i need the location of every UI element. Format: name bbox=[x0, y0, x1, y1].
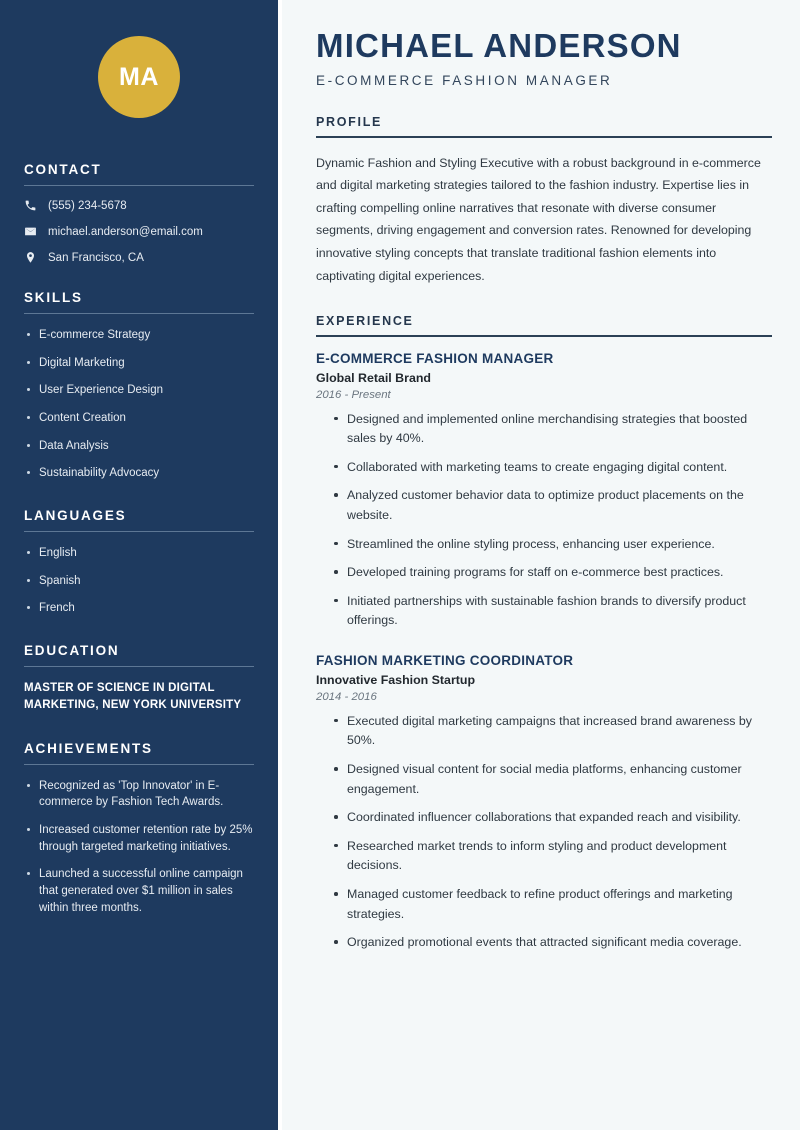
job-bullets bbox=[316, 712, 772, 953]
job-title: E-COMMERCE FASHION MANAGER bbox=[316, 350, 554, 366]
list-item: Executed digital marketing campaigns that increased brand awareness by 50%. bbox=[332, 712, 772, 751]
contact-divider bbox=[24, 185, 254, 186]
job-title: FASHION MARKETING COORDINATOR bbox=[316, 652, 574, 668]
achievements-list bbox=[24, 778, 254, 917]
list-item: Collaborated with marketing teams to create engaging digital content. bbox=[332, 458, 772, 478]
achievements-section bbox=[24, 741, 254, 917]
experience-entry bbox=[316, 351, 772, 631]
list-item: English bbox=[24, 545, 254, 562]
list-item: Initiated partnerships with sustainable fashion brands to diversify product offerings. bbox=[332, 592, 772, 631]
location-pin-icon bbox=[24, 251, 37, 264]
job-subtitle: E-COMMERCE FASHION MANAGER bbox=[316, 73, 613, 89]
avatar: MA bbox=[98, 36, 180, 118]
profile-divider bbox=[316, 136, 772, 137]
experience-heading: EXPERIENCE bbox=[316, 314, 414, 329]
experience-divider bbox=[316, 335, 772, 336]
list-item: Coordinated influencer collaborations that expanded reach and visibility. bbox=[332, 808, 772, 828]
list-item: Designed and implemented online merchandising strategies that boosted sales by 40%. bbox=[332, 410, 772, 449]
skills-heading: SKILLS bbox=[24, 290, 83, 305]
avatar-container bbox=[24, 0, 254, 162]
list-item: Launched a successful online campaign that generated over $1 million in sales within three months. bbox=[24, 866, 254, 916]
education-heading: EDUCATION bbox=[24, 643, 120, 659]
education-divider bbox=[24, 666, 254, 667]
list-item: Spanish bbox=[24, 573, 254, 590]
list-item: Analyzed customer behavior data to optimize product placements on the website. bbox=[332, 486, 772, 525]
phone-icon bbox=[24, 199, 37, 212]
list-item: Managed customer feedback to refine product offerings and marketing strategies. bbox=[332, 885, 772, 924]
list-item: Content Creation bbox=[24, 410, 254, 427]
achievements-divider bbox=[24, 764, 254, 765]
contact-phone-value: (555) 234-5678 bbox=[48, 199, 127, 212]
skills-list bbox=[24, 327, 254, 482]
list-item: Developed training programs for staff on e-commerce best practices. bbox=[332, 563, 772, 583]
list-item: User Experience Design bbox=[24, 382, 254, 399]
job-company: Global Retail Brand bbox=[316, 370, 431, 385]
job-bullets bbox=[316, 410, 772, 631]
achievements-heading: ACHIEVEMENTS bbox=[24, 740, 153, 756]
contact-heading: CONTACT bbox=[24, 162, 102, 177]
profile-section bbox=[316, 115, 772, 287]
job-dates: 2014 - 2016 bbox=[316, 690, 377, 703]
experience-entry bbox=[316, 653, 772, 953]
list-item: E-commerce Strategy bbox=[24, 327, 254, 344]
list-item: French bbox=[24, 600, 254, 617]
page-title: MICHAEL ANDERSON bbox=[316, 27, 682, 64]
experience-spacer bbox=[316, 640, 772, 653]
list-item: Sustainability Advocacy bbox=[24, 465, 254, 482]
list-item: Digital Marketing bbox=[24, 355, 254, 372]
languages-heading: LANGUAGES bbox=[24, 508, 127, 524]
list-item: Organized promotional events that attracted significant media coverage. bbox=[332, 933, 772, 953]
contact-location[interactable] bbox=[24, 251, 254, 264]
list-item: Designed visual content for social media platforms, enhancing customer engagement. bbox=[332, 760, 772, 799]
profile-text: Dynamic Fashion and Styling Executive with a robust background in e-commerce and digital marketing strategies tailored to the fashion industry. Expertise lies in crafting compelling online narratives that resonate with diverse consumer segments, driving engagement and conversion rates. Renowned for developing innovative styling concepts that translate traditional fashion elements into captivating digital experiences. bbox=[316, 155, 761, 283]
job-dates: 2016 - Present bbox=[316, 388, 391, 401]
sidebar bbox=[0, 0, 278, 1130]
list-item: Streamlined the online styling process, enhancing user experience. bbox=[332, 535, 772, 555]
contact-email-value: michael.anderson@email.com bbox=[48, 225, 203, 238]
contact-phone[interactable] bbox=[24, 199, 254, 212]
skills-divider bbox=[24, 313, 254, 314]
list-item: Data Analysis bbox=[24, 438, 254, 455]
main-content bbox=[278, 0, 800, 1130]
list-item: Increased customer retention rate by 25% through targeted marketing initiatives. bbox=[24, 822, 254, 855]
experience-section bbox=[316, 314, 772, 953]
education-entry: MASTER OF SCIENCE IN DIGITAL MARKETING, NEW YORK UNIVERSITY bbox=[24, 682, 242, 712]
email-icon bbox=[24, 225, 37, 238]
education-section bbox=[24, 643, 254, 715]
contact-section bbox=[24, 162, 254, 264]
profile-heading: PROFILE bbox=[316, 115, 383, 130]
languages-divider bbox=[24, 531, 254, 532]
list-item: Researched market trends to inform styling and product development decisions. bbox=[332, 837, 772, 876]
contact-location-value: San Francisco, CA bbox=[48, 251, 144, 264]
skills-section bbox=[24, 290, 254, 482]
languages-section bbox=[24, 508, 254, 617]
job-company: Innovative Fashion Startup bbox=[316, 672, 476, 687]
languages-list bbox=[24, 545, 254, 617]
list-item: Recognized as 'Top Innovator' in E-commerce by Fashion Tech Awards. bbox=[24, 778, 254, 811]
contact-email[interactable] bbox=[24, 225, 254, 238]
